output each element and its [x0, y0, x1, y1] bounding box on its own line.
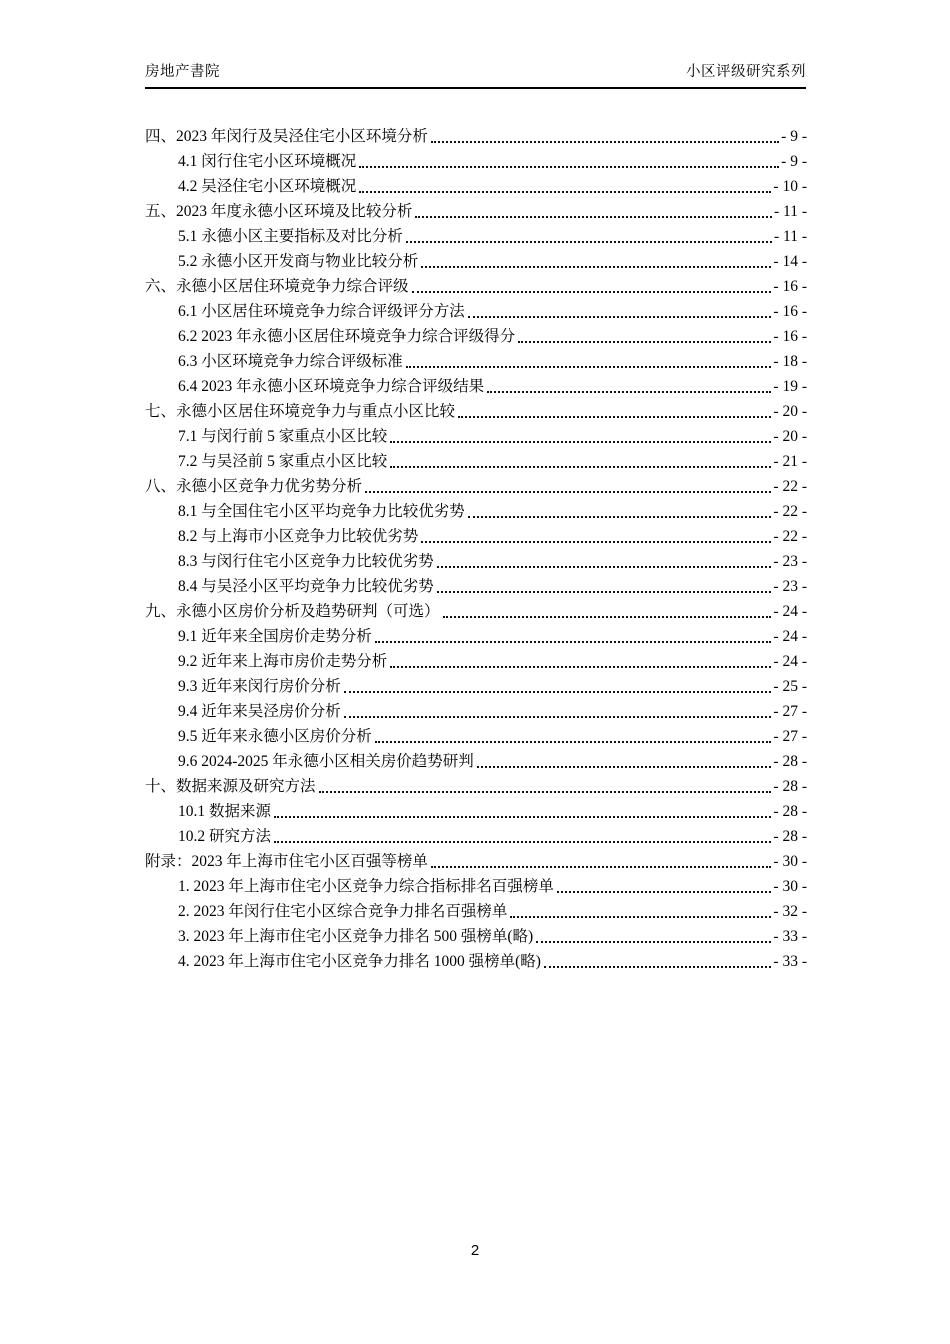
dot-leader [431, 141, 779, 143]
dot-leader [536, 941, 771, 943]
toc-entry-label: 8.2 与上海市小区竞争力比较优劣势 [178, 528, 419, 545]
toc-entry-page: - 28 - [773, 753, 807, 770]
toc-entry-page: - 9 - [781, 128, 807, 145]
header-right-text: 小区评级研究系列 [686, 64, 806, 80]
toc-entry-page: - 14 - [773, 253, 807, 270]
dot-leader [544, 966, 771, 968]
toc-entry-page: - 28 - [773, 828, 807, 845]
toc-entry [145, 749, 807, 774]
dot-leader [359, 166, 779, 168]
toc-entry [145, 599, 807, 624]
toc-entry [145, 549, 807, 574]
toc-entry [145, 324, 807, 349]
toc-entry [145, 124, 807, 149]
toc-entry-label: 4. 2023 年上海市住宅小区竞争力排名 1000 强榜单(略) [178, 953, 541, 970]
dot-leader [412, 291, 772, 293]
toc-entry-label: 5.1 永德小区主要指标及对比分析 [178, 228, 403, 245]
dot-leader [390, 466, 771, 468]
dot-leader [365, 491, 771, 493]
toc-entry-page: - 24 - [773, 603, 807, 620]
toc-entry [145, 399, 807, 424]
toc-entry [145, 774, 807, 799]
toc-entry [145, 724, 807, 749]
dot-leader [390, 441, 771, 443]
toc-entry-label: 9.3 近年来闵行房价分析 [178, 678, 341, 695]
toc-entry-page: - 30 - [773, 878, 807, 895]
toc-entry [145, 449, 807, 474]
toc-entry-label: 9.2 近年来上海市房价走势分析 [178, 653, 388, 670]
toc-entry-page: - 18 - [773, 353, 807, 370]
toc-entry-page: - 27 - [773, 728, 807, 745]
toc-entry-label: 7.2 与吴泾前 5 家重点小区比较 [178, 453, 388, 470]
toc-entry [145, 924, 807, 949]
toc-entry [145, 199, 807, 224]
toc-entry-label: 2. 2023 年闵行住宅小区综合竞争力排名百强榜单 [178, 903, 508, 920]
toc-entry-page: - 20 - [773, 403, 807, 420]
toc-entry [145, 949, 807, 974]
toc-entry [145, 249, 807, 274]
toc-entry-page: - 9 - [781, 153, 807, 170]
toc-entry [145, 299, 807, 324]
dot-leader [510, 916, 771, 918]
dot-leader [477, 766, 772, 768]
dot-leader [437, 591, 772, 593]
toc-entry-label: 8.1 与全国住宅小区平均竞争力比较优劣势 [178, 503, 465, 520]
toc-entry-label: 8.4 与吴泾小区平均竞争力比较优劣势 [178, 578, 434, 595]
toc-entry [145, 174, 807, 199]
toc-entry-label: 7.1 与闵行前 5 家重点小区比较 [178, 428, 388, 445]
toc-entry-page: - 28 - [773, 778, 807, 795]
dot-leader [406, 366, 772, 368]
toc-entry-page: - 19 - [773, 378, 807, 395]
toc-entry [145, 574, 807, 599]
dot-leader [458, 416, 771, 418]
toc-entry-label: 4.2 吴泾住宅小区环境概况 [178, 178, 357, 195]
dot-leader [557, 891, 772, 893]
dot-leader [415, 216, 772, 218]
toc-entry [145, 674, 807, 699]
toc-entry [145, 649, 807, 674]
toc-entry-label: 8.3 与闵行住宅小区竞争力比较优劣势 [178, 553, 434, 570]
toc-entry-label: 6.3 小区环境竞争力综合评级标准 [178, 353, 403, 370]
dot-leader [344, 691, 772, 693]
toc-entry [145, 899, 807, 924]
toc-entry [145, 874, 807, 899]
toc-entry-page: - 25 - [773, 678, 807, 695]
toc-entry [145, 424, 807, 449]
toc-entry-page: - 33 - [773, 928, 807, 945]
toc-entry-page: - 11 - [774, 228, 807, 245]
toc-entry-label: 4.1 闵行住宅小区环境概况 [178, 153, 357, 170]
toc-entry [145, 374, 807, 399]
toc-entry-page: - 24 - [773, 628, 807, 645]
dot-leader [518, 341, 771, 343]
toc-entry-page: - 11 - [774, 203, 807, 220]
toc-entry-page: - 23 - [773, 578, 807, 595]
toc-entry-page: - 27 - [773, 703, 807, 720]
toc-entry-label: 十、数据来源及研究方法 [145, 778, 316, 795]
dot-leader [431, 866, 772, 868]
toc-entry [145, 349, 807, 374]
toc-entry-page: - 16 - [773, 278, 807, 295]
toc-entry-page: - 16 - [773, 328, 807, 345]
toc-entry-page: - 30 - [773, 853, 807, 870]
toc-entry-label: 1. 2023 年上海市住宅小区竞争力综合指标排名百强榜单 [178, 878, 554, 895]
toc-entry-label: 9.6 2024-2025 年永德小区相关房价趋势研判 [178, 753, 474, 770]
dot-leader [421, 266, 771, 268]
toc-entry-label: 6.2 2023 年永德小区居住环境竞争力综合评级得分 [178, 328, 516, 345]
dot-leader [359, 191, 771, 193]
toc-entry-label: 3. 2023 年上海市住宅小区竞争力排名 500 强榜单(略) [178, 928, 534, 945]
toc-entry-label: 10.1 数据来源 [178, 803, 272, 820]
toc-entry-label: 九、永德小区房价分析及趋势研判（可选） [145, 603, 440, 620]
toc-entry-label: 9.1 近年来全国房价走势分析 [178, 628, 372, 645]
toc-entry [145, 824, 807, 849]
dot-leader [274, 816, 771, 818]
toc-entry-page: - 16 - [773, 303, 807, 320]
toc-entry-page: - 23 - [773, 553, 807, 570]
dot-leader [437, 566, 772, 568]
toc-entry [145, 274, 807, 299]
toc-entry-page: - 21 - [773, 453, 807, 470]
toc-entry [145, 524, 807, 549]
toc-entry-label: 附录：2023 年上海市住宅小区百强等榜单 [145, 853, 428, 870]
toc-entry-label: 9.4 近年来吴泾房价分析 [178, 703, 341, 720]
toc-entry-label: 六、永德小区居住环境竞争力综合评级 [145, 278, 409, 295]
toc-entry [145, 849, 807, 874]
toc-entry-page: - 24 - [773, 653, 807, 670]
toc-entry-label: 6.4 2023 年永德小区环境竞争力综合评级结果 [178, 378, 485, 395]
toc-entry-label: 七、永德小区居住环境竞争力与重点小区比较 [145, 403, 456, 420]
toc-entry-page: - 20 - [773, 428, 807, 445]
dot-leader [375, 641, 772, 643]
toc-entry-page: - 32 - [773, 903, 807, 920]
toc-list [145, 124, 807, 974]
page-header [145, 60, 806, 89]
page-footer [0, 1242, 950, 1259]
toc-entry-page: - 33 - [773, 953, 807, 970]
toc-entry-label: 6.1 小区居住环境竞争力综合评级评分方法 [178, 303, 465, 320]
toc-entry [145, 799, 807, 824]
toc-entry-page: - 28 - [773, 803, 807, 820]
dot-leader [406, 241, 772, 243]
toc-entry-label: 四、2023 年闵行及吴泾住宅小区环境分析 [145, 128, 428, 145]
page-number: 2 [470, 1242, 480, 1259]
dot-leader [375, 741, 772, 743]
header-left-text: 房地产書院 [145, 64, 220, 80]
toc-entry-label: 五、2023 年度永德小区环境及比较分析 [145, 203, 413, 220]
toc-entry-page: - 22 - [773, 503, 807, 520]
dot-leader [487, 391, 771, 393]
toc-entry-label: 10.2 研究方法 [178, 828, 272, 845]
toc-entry [145, 474, 807, 499]
toc-entry-page: - 22 - [773, 478, 807, 495]
toc-entry [145, 224, 807, 249]
dot-leader [390, 666, 771, 668]
toc-entry [145, 699, 807, 724]
toc-entry-label: 9.5 近年来永德小区房价分析 [178, 728, 372, 745]
dot-leader [468, 516, 772, 518]
dot-leader [421, 541, 771, 543]
dot-leader [344, 716, 772, 718]
dot-leader [468, 316, 772, 318]
toc-entry [145, 499, 807, 524]
dot-leader [274, 841, 771, 843]
toc-entry [145, 149, 807, 174]
toc-entry-page: - 10 - [773, 178, 807, 195]
toc-entry-label: 八、永德小区竞争力优劣势分析 [145, 478, 363, 495]
toc-entry [145, 624, 807, 649]
dot-leader [443, 616, 772, 618]
toc-entry-page: - 22 - [773, 528, 807, 545]
toc-entry-label: 5.2 永德小区开发商与物业比较分析 [178, 253, 419, 270]
dot-leader [319, 791, 772, 793]
